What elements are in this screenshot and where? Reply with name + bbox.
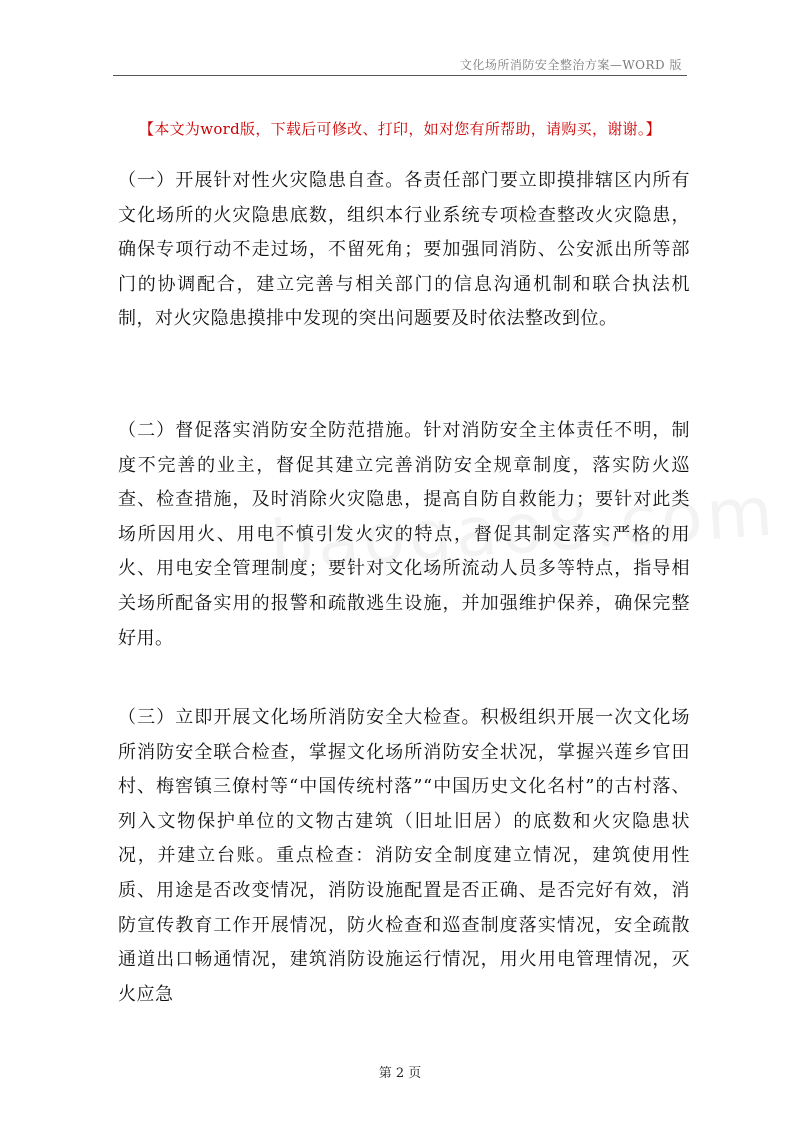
- running-header: 文化场所消防安全整治方案—WORD 版: [459, 58, 682, 72]
- header-divider: [113, 75, 687, 76]
- paragraph-2: （二）督促落实消防安全防范措施。针对消防安全主体责任不明，制度不完善的业主，督促其建立完善消防安全规章制度，落实防火巡查、检查措施，及时消除火灾隐患，提高自防自救能力；要针对此类场所因用火、用电不慎引发火灾的特点，督促其制定落实严格的用火、用电安全管理制度；要针对文化场所流动人员多等特点，指导相关场所配备实用的报警和疏散逃生设施，并加强维护保养，确保完整好用。: [118, 420, 690, 649]
- page-number: 第 2 页: [378, 1066, 422, 1081]
- paragraph-1: （一）开展针对性火灾隐患自查。各责任部门要立即摸排辖区内所有文化场所的火灾隐患底数，组织本行业系统专项检查整改火灾隐患，确保专项行动不走过场，不留死角；要加强同消防、公安派出所等部门的协调配合，建立完善与相关部门的信息沟通机制和联合执法机制，对火灾隐患摸排中发现的突出问题要及时依法整改到位。: [118, 170, 690, 330]
- paragraph-3: （三）立即开展文化场所消防安全大检查。积极组织开展一次文化场所消防安全联合检查，掌握文化场所消防安全状况，掌握兴莲乡官田村、梅窖镇三僚村等“中国传统村落”“中国历史文化名村”的古村落、列入文物保护单位的文物古建筑（旧址旧居）的底数和火灾隐患状况，并建立台账。重点检查：消防安全制度建立情况，建筑使用性质、用途是否改变情况，消防设施配置是否正确、是否完好有效，消防宣传教育工作开展情况，防火检查和巡查制度落实情况，安全疏散通道出口畅通情况，建筑消防设施运行情况，用火用电管理情况，灭火应急: [118, 707, 690, 1005]
- download-notice: 【本文为word版，下载后可修改、打印，如对您有所帮助，请购买，谢谢。】: [139, 120, 661, 138]
